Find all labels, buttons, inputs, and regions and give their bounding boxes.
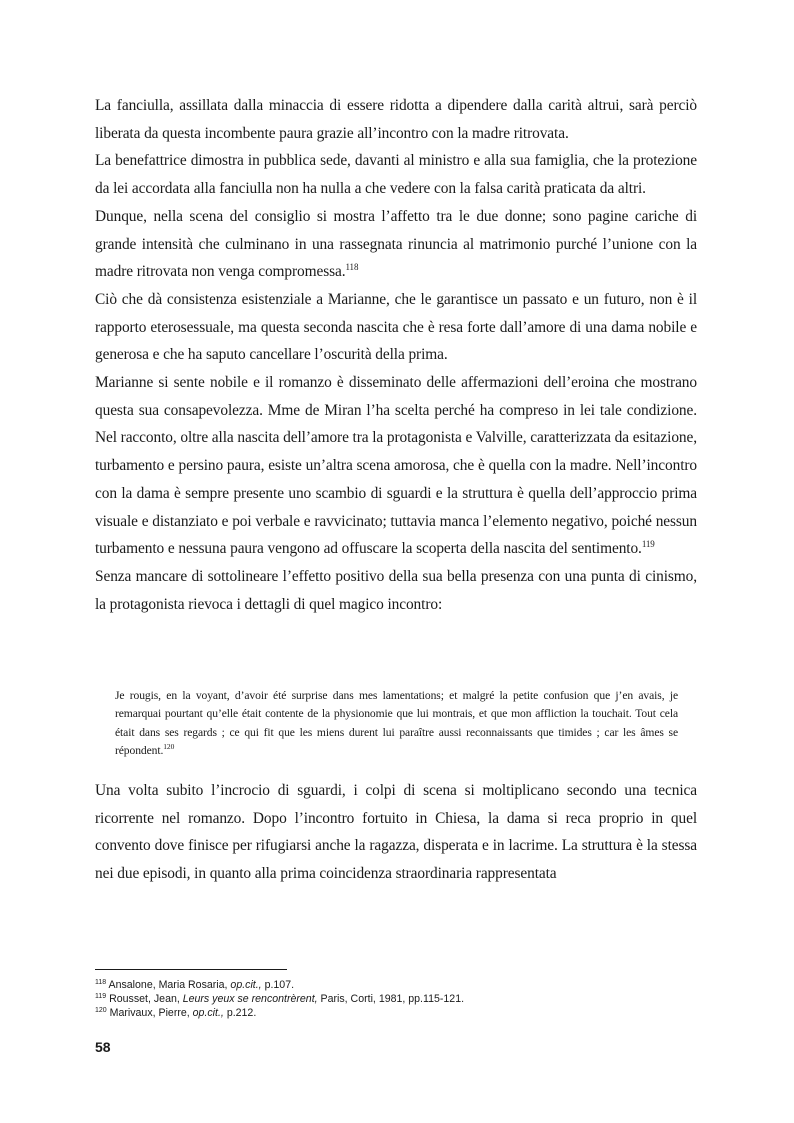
footnote-separator bbox=[95, 969, 287, 970]
paragraph-7: Una volta subito l’incrocio di sguardi, i colpi di scena si moltiplicano secondo una tecnica ricorrente nel romanzo. Dopo l’incontro fortuito in Chiesa, la dama si reca proprio in quel convento dove finisce per rifugiarsi anche la ragazza, disperata e in lacrime. La struttura è la stessa nei due episodi, in quanto alla prima coincidenza straordinaria rappresentata bbox=[95, 782, 697, 882]
footnote-ref-118[interactable]: 118 bbox=[345, 262, 359, 273]
footnote-ref-119[interactable]: 119 bbox=[641, 539, 655, 550]
footnote-ref-120[interactable]: 120 bbox=[163, 741, 175, 751]
footnote-118: $^{118}$ Ansalone, Maria Rosaria, op.cit., p.107. bbox=[95, 979, 295, 991]
paragraph-3: Dunque, nella scena del consiglio si mostra l’affetto tra le due donne; sono pagine cariche di grande intensità che culminano in una rassegnata rinuncia al matrimonio purché l’unione con la madre ritrovata non venga compromessa.$^{118}$ bbox=[95, 207, 697, 281]
paragraph-5: Marianne si sente nobile e il romanzo è disseminato delle affermazioni dell’eroina che mostrano questa sua consapevolezza. Mme de Miran l’ha scelta perché ha compreso in lei tale condizione. Nel racconto, oltre alla nascita dell’amore tra la protagonista e Valville, caratterizzata da esitazione, turbamento e persino paura, esiste un’altra scena amorosa, che è quella con la madre. Nell’incontro con la dama è sempre presente uno scambio di sguardi e la struttura è quella dell’approccio prima visuale e distanziato e poi verbale e ravvicinato; tuttavia manca l’elemento negativo, poiché nessun turbamento e nessuna paura vengono ad offuscare la scoperta della nascita del sentimento.$^{119}$ bbox=[95, 374, 697, 558]
body-text bbox=[95, 92, 697, 618]
page-number: 58 bbox=[95, 1039, 111, 1055]
paragraph-1: La fanciulla, assillata dalla minaccia di essere ridotta a dipendere dalla carità altrui, sarà perciò liberata da questa incombente paura grazie all’incontro con la madre ritrovata. bbox=[95, 97, 697, 142]
footnotes bbox=[95, 979, 697, 1020]
paragraph-2: La benefattrice dimostra in pubblica sede, davanti al ministro e alla sua famiglia, che la protezione da lei accordata alla fanciulla non ha nulla a che vedere con la falsa carità praticata da altri. bbox=[95, 152, 697, 198]
footnote-120: $^{120}$ Marivaux, Pierre, op.cit., p.212. bbox=[95, 1006, 257, 1019]
paragraph-4: Ciò che dà consistenza esistenziale a Marianne, che le garantisce un passato e un futuro, non è il rapporto eterosessuale, ma questa seconda nascita che è resa forte dall’amore di una dama nobile e generosa e che ha saputo cancellare l’oscurità della prima. bbox=[95, 290, 697, 364]
quote-text: Je rougis, en la voyant, d’avoir été surprise dans mes lamentations; et malgré la petite confusion que j’en avais, je remarquai pourtant qu’elle était contente de la physionomie que lui montrais, et que mon affliction la touchait. Tout cela était dans ses regards ; ce qui fit que les miens durent lui paraître aussi reconnaissants que timides ; car les âmes se répondent.$^{120}$ bbox=[115, 689, 678, 757]
footnote-119: $^{119}$ Rousset, Jean, Leurs yeux se rencontrèrent, Paris, Corti, 1981, pp.115-121. bbox=[95, 992, 465, 1005]
block-quote bbox=[115, 687, 678, 760]
paragraph-6: Senza mancare di sottolineare l’effetto positivo della sua bella presenza con una punta di cinismo, la protagonista rievoca i dettagli di quel magico incontro: bbox=[95, 567, 697, 613]
body-text-continued bbox=[95, 777, 697, 887]
